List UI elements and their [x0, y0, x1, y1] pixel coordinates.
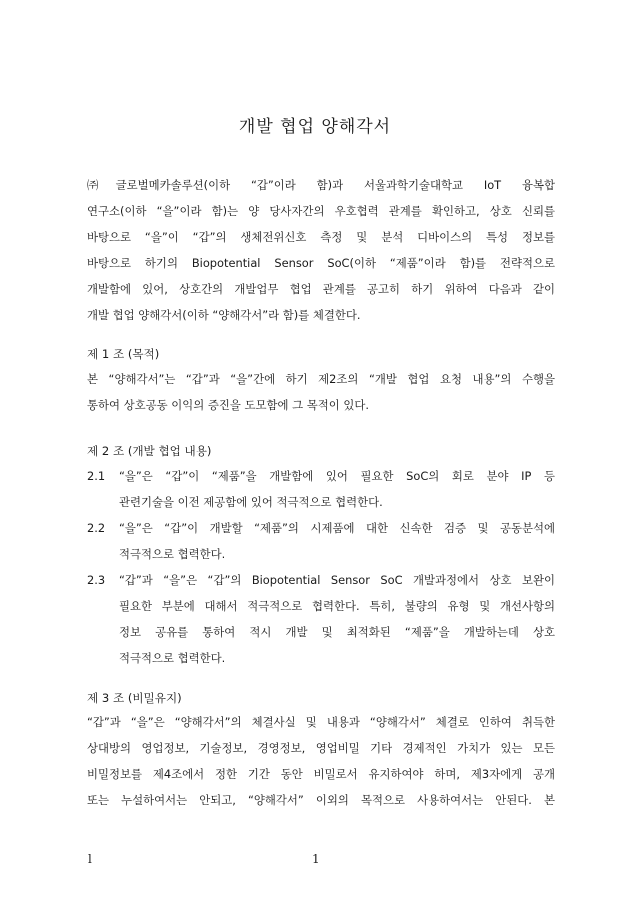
item-line: “갑”과 “을”은 “갑”의 Biopotential Sensor SoC 개발과정에서 상호 보완이 — [119, 573, 555, 587]
item-number: 2.1 — [87, 469, 106, 483]
intro-line: 바탕으로 “을”이 “갑”의 생체전위신호 측정 및 분석 디바이스의 특성 정보를 — [87, 230, 555, 244]
item-line: 관련기술을 이전 제공함에 있어 적극적으로 협력한다. — [119, 495, 383, 509]
intro-line: 개발 협업 양해각서(이하 “양해각서”라 함)를 체결한다. — [87, 308, 361, 322]
footer-left-mark: l — [88, 852, 92, 866]
item-line: 적극적으로 협력한다. — [119, 651, 226, 665]
article-3-line: 상대방의 영업정보, 기술정보, 경영정보, 영업비밀 기타 경제적인 가치가 있는 모든 — [87, 741, 555, 755]
page-number: 1 — [312, 852, 320, 866]
item-number: 2.3 — [87, 573, 106, 587]
intro-line: 연구소(이하 “을”이라 함)는 양 당사자간의 우호협력 관계를 확인하고, 상호 신뢰를 — [87, 204, 555, 218]
article-1-line: 통하여 상호공동 이익의 증진을 도모함에 그 목적이 있다. — [87, 398, 370, 412]
article-1-line: 본 “양해각서”는 “갑”과 “을”간에 하기 제2조의 “개발 협업 요청 내용”의 수행을 — [87, 372, 555, 386]
item-line: 필요한 부분에 대해서 적극적으로 협력한다. 특히, 불량의 유형 및 개선사항의 — [119, 599, 555, 613]
item-line: 정보 공유를 통하여 적시 개발 및 최적화된 “제품”을 개발하는데 상호 — [119, 625, 555, 639]
article-3-heading: 제 3 조 (비밀유지) — [87, 691, 182, 705]
article-2-heading: 제 2 조 (개발 협업 내용) — [87, 444, 212, 458]
article-3-body — [87, 709, 555, 813]
article-3-line: 또는 누설하여서는 안되고, “양해각서” 이외의 목적으로 사용하여서는 안된다. 본 — [87, 793, 555, 807]
article-3-line: 비밀정보를 제4조에서 정한 기간 동안 비밀로서 유지하여야 하며, 제3자에게 공개 — [87, 767, 555, 781]
intro-paragraph — [87, 172, 555, 328]
intro-line: 개발함에 있어, 상호간의 개발업무 협업 관계를 공고히 하기 위하여 다음과 같이 — [87, 282, 555, 296]
item-line: “을”은 “갑”이 “제품”을 개발함에 있어 필요한 SoC의 회로 분야 IP 등 — [119, 469, 555, 483]
intro-line: 바탕으로 하기의 Biopotential Sensor SoC(이하 “제품”이라 함)를 전략적으로 — [87, 256, 555, 270]
article-1-body — [87, 366, 555, 418]
article-1-heading: 제 1 조 (목적) — [87, 347, 160, 361]
document-title: 개발 협업 양해각서 — [238, 117, 392, 137]
item-line: “을”은 “갑”이 개발할 “제품”의 시제품에 대한 신속한 검증 및 공동분석에 — [119, 521, 555, 535]
item-line: 적극적으로 협력한다. — [119, 547, 226, 561]
intro-line: ㈜글로벌메카솔루션(이하 “갑”이라 함)과 서울과학기술대학교 IoT 융복합 — [87, 178, 555, 192]
item-number: 2.2 — [87, 521, 106, 535]
article-3-line: “갑”과 “을”은 “양해각서”의 체결사실 및 내용과 “양해각서” 체결로 인하여 취득한 — [87, 715, 555, 729]
